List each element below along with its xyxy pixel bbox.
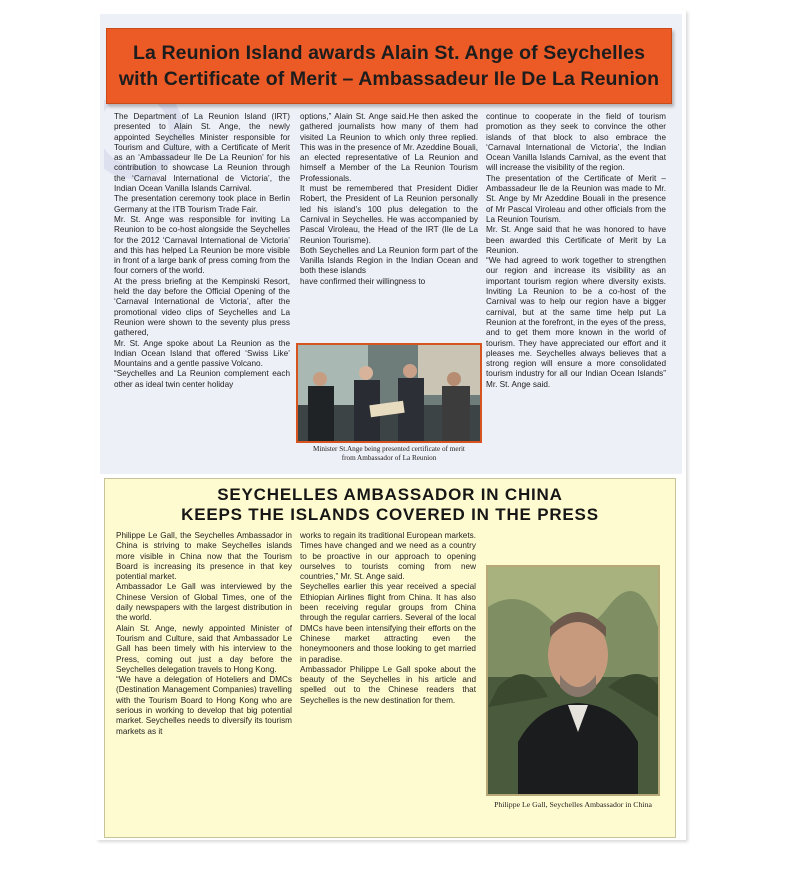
paragraph: At the press briefing at the Kempinski Resort, held the day before the Official Opening of the ‘Carnaval International de Victoria’, after the promotional video clips of Seychelles and La Reunion were shown to the seventy plus press gathered, (114, 276, 290, 338)
ambassador-portrait-photo (486, 565, 660, 796)
paragraph: Philippe Le Gall, the Seychelles Ambassador in China is striving to make Seychelles islands more visible in China now that the Tourism Board is increasing its presence in that key potential market. (116, 531, 292, 582)
certificate-photo-caption (296, 445, 482, 463)
article-2-title (110, 485, 670, 525)
article-2-column-2 (300, 531, 476, 791)
paragraph: The presentation ceremony took place in Berlin Germany at the ITB Tourism Trade Fair. (114, 194, 290, 214)
paragraph: “We had agreed to work together to strengthen our region and increase its visibility as an important tourism region where diversity exists. Inviting La Reunion to be a co-host of the Carnival was to help our region have a bigger carnival, but at the same time help put La Reunion at the forefront, in the eyes of the press, and to get them more known in the world of tourism. They have appreciated our effort and it pleases me. Seychelles always believes that a strong region will ensure a more consolidated tourism industry for all our Indian Ocean Islands” Mr. St. Ange said. (486, 256, 666, 389)
paragraph: Ambassador Le Gall was interviewed by the Chinese Version of Global Times, one of the daily newspapers with the largest distribution in the world. (116, 582, 292, 623)
article-1-column-3 (486, 112, 666, 458)
certificate-presentation-image (298, 345, 480, 441)
paragraph: have confirmed their willingness to (300, 276, 426, 286)
paragraph: Seychelles earlier this year received a special Ethiopian Airlines flight from China. It has also been receiving regular groups from China through the regular carriers. Several of the local DMCs have been intensifying their efforts on the Chinese market attracting even the honeymooners and those looking to get married in paradise. (300, 582, 476, 664)
article-1-title-line-2: with Certificate of Merit – Ambassadeur Ile De La Reunion (118, 68, 660, 90)
article-1-title-banner (106, 28, 672, 104)
article-1-column-1 (114, 112, 290, 472)
paragraph: works to regain its traditional European markets. Times have changed and we need as a country to be proactive in our approach to opening ourselves to tourists coming from new countries,” Mr. St. Ange said. (300, 531, 476, 582)
paragraph: Mr. St. Ange spoke about La Reunion as the Indian Ocean Island that offered ‘Swiss Like’ Mountains and a gentle passive Volcano. (114, 338, 290, 369)
paragraph: Mr. St. Ange was responsible for inviting La Reunion to be co-host alongside the Seychelles for the 2012 ‘Carnaval International de Victoria’ and this has helped La Reunion be more visible in front of a large bank of press coming from the four corners of the world. (114, 214, 290, 276)
paragraph: continue to cooperate in the field of tourism promotion as they seek to convince the other islands of that block to also embrace the ‘Carnaval International de Victoria’, the Indian Ocean Vanilla Islands Carnival, as the event that will increase the visibility of the region. (486, 112, 666, 173)
paragraph: Ambassador Philippe Le Gall spoke about the beauty of the Seychelles in his article and spelled out to the Chinese readers that Seychelles is the new destination for them. (300, 664, 476, 705)
ambassador-portrait-image (488, 567, 658, 794)
paragraph: “Seychelles and La Reunion complement each other as ideal twin center holiday (114, 369, 290, 389)
caption-line-2: from Ambassador of La Reunion (341, 454, 437, 462)
article-1-title (107, 29, 671, 92)
article-2-column-1 (116, 531, 292, 831)
ambassador-photo-caption: Philippe Le Gall, Seychelles Ambassador in China (494, 800, 652, 809)
article-1-title-line-1: La Reunion Island awards Alain St. Ange of Seychelles (132, 42, 646, 64)
article-2-title-line-2: KEEPS THE ISLANDS COVERED IN THE PRESS (181, 505, 599, 524)
paragraph: It must be remembered that President Didier Robert, the President of La Reunion personally led his island’s 100 plus delegation to the Carnival in Seychelles. He was accompanied by Pascal Viroleau, the Head of the IRT (Ile de La Reunion Tourisme). (300, 184, 478, 245)
paragraph: Mr. St. Ange said that he was honored to have been awarded this Certificate of Merit by La Reunion. (486, 225, 666, 255)
article-1-column-2 (300, 112, 478, 340)
paragraph: “We have a delegation of Hoteliers and DMCs (Destination Management Companies) travelling with the Tourism Board to Hong Kong who are serious in working to develop that big potential market. Seychelles needs to diversify its tourism markets as it (116, 675, 292, 736)
paragraph: Both Seychelles and La Reunion form part of the Vanilla Islands Region in the Indian Ocean and both these islands (300, 245, 478, 276)
paragraph: The Department of La Reunion Island (IRT) presented to Alain St. Ange, the newly appointed Seychelles Minister responsible for Tourism and Culture, with a Certificate of Merit as an ‘Ambassadeur Ile De La Reunion’ for his contribution to showcase La Reunion through the ‘Carnaval International de Victoria’, the Indian Ocean Vanilla Islands Carnival. (114, 112, 290, 194)
paragraph: The presentation of the Certificate of Merit – Ambassadeur Ile de la Reunion was made to Mr. St. Ange by Mr Azeddine Bouali in the presence of Mr Pascal Viroleau and other officials from the La Reunion Tourism. (486, 173, 666, 224)
certificate-presentation-photo (296, 343, 482, 443)
paragraph: Alain St. Ange, newly appointed Minister of Tourism and Culture, said that Ambassador Le Gall has been timely with his interview to the Press, coming out just a day before the Seychelles delegation travels to Hong Kong. (116, 623, 292, 674)
caption-line-1: Minister St.Ange being presented certificate of merit (313, 445, 465, 453)
paragraph: options,” Alain St. Ange said.He then asked the gathered journalists how many of them had visited La Reunion to which only three replied. This was in the presence of Mr. Azeddine Bouali, an elected representative of La Reunion and himself a Member of the La Reunion Tourism Professionals. (300, 112, 478, 183)
article-2-title-line-1: SEYCHELLES AMBASSADOR IN CHINA (217, 485, 563, 504)
